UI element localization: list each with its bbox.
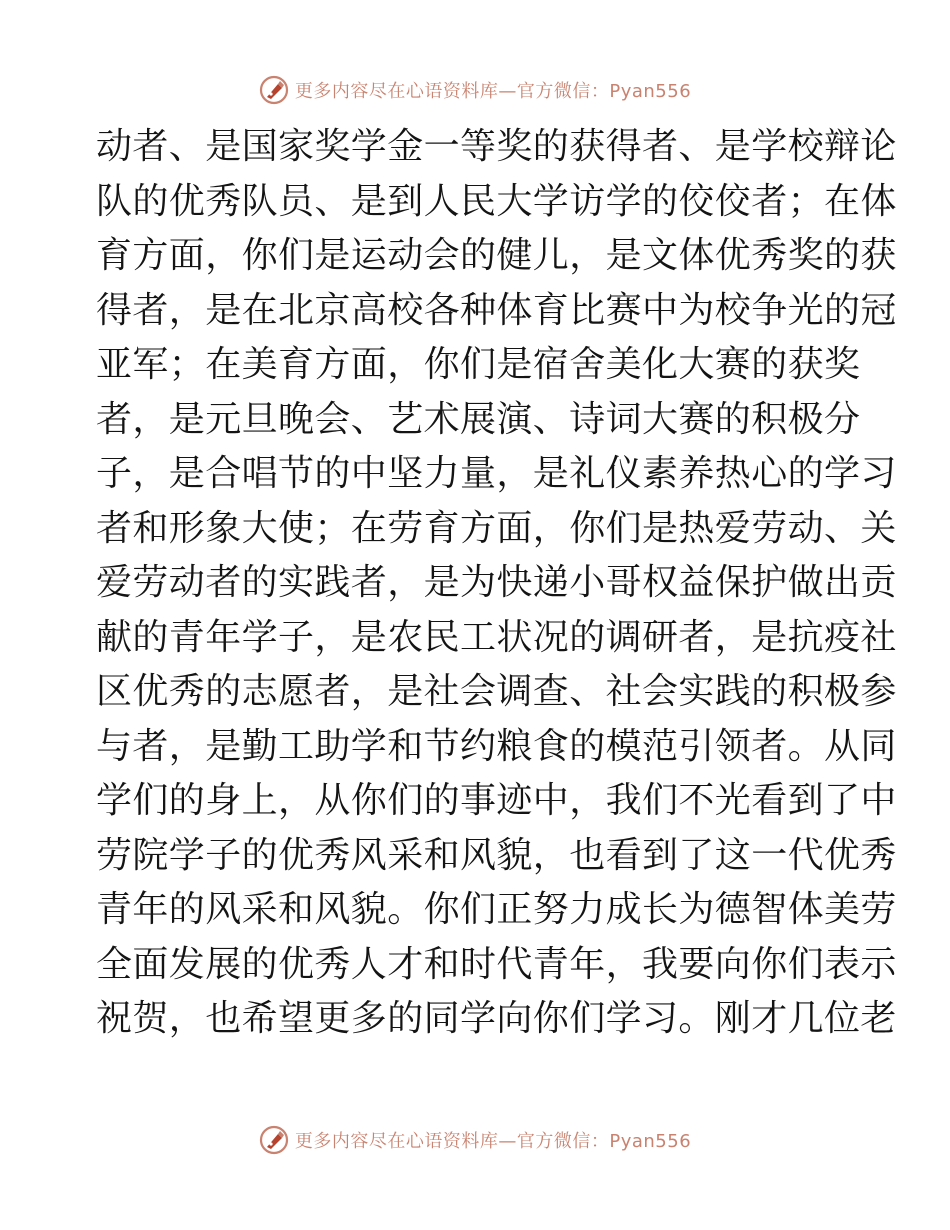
watermark-text: 更多内容尽在心语资料库—官方微信：Pyan556 [294, 81, 692, 102]
text-line: 献的青年学子，是农民工状况的调研者，是抗疫社 [96, 616, 897, 658]
text-line: 者，是元旦晚会、艺术展演、诗词大赛的积极分 [96, 398, 861, 440]
text-line: 亚军；在美育方面，你们是宿舍美化大赛的获奖 [96, 344, 861, 385]
text-line: 育方面，你们是运动会的健儿，是文体优秀奖的获 [96, 235, 897, 276]
text-line: 爱劳动者的实践者，是为快递小哥权益保护做出贡 [96, 562, 897, 603]
text-line: 得者，是在北京高校各种体育比赛中为校争光的冠 [96, 289, 897, 331]
text-line: 祝贺，也希望更多的同学向你们学习。刚才几位老 [96, 998, 897, 1039]
watermark-text: 更多内容尽在心语资料库—官方微信：Pyan556 [294, 1131, 692, 1152]
text-line: 子，是合唱节的中坚力量，是礼仪素养热心的学习 [96, 453, 897, 494]
text-line: 学们的身上，从你们的事迹中，我们不光看到了中 [96, 780, 897, 821]
text-line: 者和形象大使；在劳育方面，你们是热爱劳动、关 [96, 507, 897, 549]
pen-nib-logo-icon [259, 1125, 289, 1155]
body-paragraph [96, 120, 897, 1047]
text-line: 动者、是国家奖学金一等奖的获得者、是学校辩论 [96, 126, 897, 167]
text-line: 劳院学子的优秀风采和风貌，也看到了这一代优秀 [96, 834, 897, 876]
footer-watermark [0, 1120, 950, 1160]
header-watermark [0, 70, 950, 110]
text-line: 青年的风采和风貌。你们正努力成长为德智体美劳 [96, 889, 897, 930]
text-line: 与者，是勤工助学和节约粮食的模范引领者。从同 [96, 725, 897, 767]
pen-nib-logo-icon [259, 75, 289, 105]
text-line: 区优秀的志愿者，是社会调查、社会实践的积极参 [96, 671, 897, 712]
text-line: 队的优秀队员、是到人民大学访学的佼佼者；在体 [96, 180, 897, 222]
text-line: 全面发展的优秀人才和时代青年，我要向你们表示 [96, 943, 897, 985]
